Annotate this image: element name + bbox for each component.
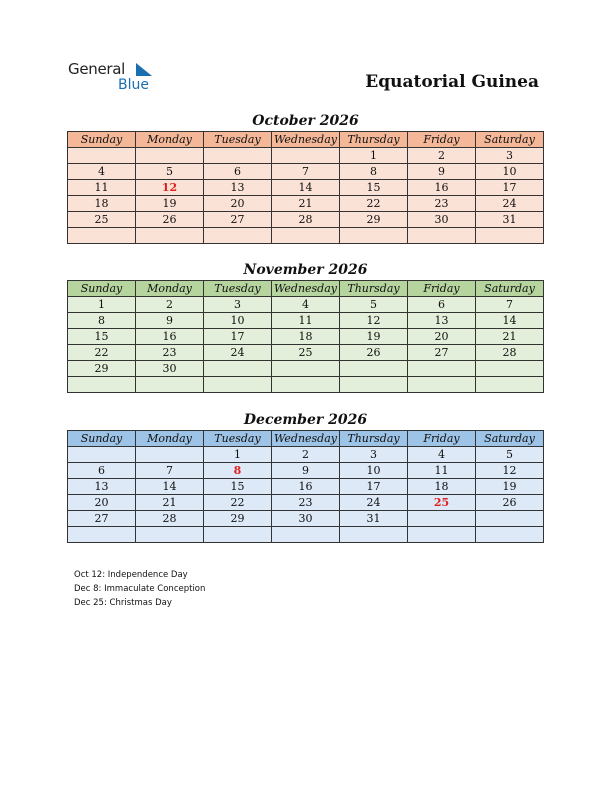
day-cell: 23 (408, 196, 476, 212)
logo-text-blue: Blue (118, 77, 149, 93)
day-cell: 5 (340, 297, 408, 313)
weekday-header: Thursday (340, 281, 408, 297)
weekday-header: Friday (408, 132, 476, 148)
weekday-header: Wednesday (272, 132, 340, 148)
day-cell: 6 (68, 463, 136, 479)
day-cell (408, 527, 476, 543)
day-cell: 16 (136, 329, 204, 345)
day-cell (204, 228, 272, 244)
week-row (68, 212, 544, 228)
weekday-header: Tuesday (204, 281, 272, 297)
day-cell: 20 (408, 329, 476, 345)
day-cell: 6 (408, 297, 476, 313)
day-cell: 2 (272, 447, 340, 463)
day-cell: 15 (204, 479, 272, 495)
day-cell: 17 (476, 180, 544, 196)
day-cell (476, 511, 544, 527)
calendar-table (67, 280, 544, 393)
weekday-header: Wednesday (272, 281, 340, 297)
day-cell: 21 (136, 495, 204, 511)
day-cell: 28 (136, 511, 204, 527)
day-cell: 4 (408, 447, 476, 463)
day-cell: 21 (476, 329, 544, 345)
day-cell: 22 (204, 495, 272, 511)
day-cell (68, 148, 136, 164)
day-cell (204, 361, 272, 377)
weekday-header: Tuesday (204, 132, 272, 148)
day-cell (136, 527, 204, 543)
week-row (68, 495, 544, 511)
day-cell: 20 (204, 196, 272, 212)
day-cell: 22 (68, 345, 136, 361)
month-title: December 2026 (243, 412, 368, 428)
day-cell: 17 (340, 479, 408, 495)
day-cell (272, 361, 340, 377)
day-cell: 18 (408, 479, 476, 495)
day-cell (340, 527, 408, 543)
day-cell: 15 (340, 180, 408, 196)
holiday-note: Dec 8: Immaculate Conception (74, 584, 206, 594)
week-row (68, 463, 544, 479)
day-cell: 12 (340, 313, 408, 329)
weekday-header: Saturday (476, 431, 544, 447)
day-cell: 23 (136, 345, 204, 361)
day-cell: 10 (340, 463, 408, 479)
day-cell: 6 (204, 164, 272, 180)
day-cell: 24 (340, 495, 408, 511)
day-cell: 27 (204, 212, 272, 228)
day-cell (340, 361, 408, 377)
day-cell: 8 (68, 313, 136, 329)
day-cell: 31 (340, 511, 408, 527)
weekday-header: Monday (136, 132, 204, 148)
day-cell (476, 527, 544, 543)
week-row (68, 479, 544, 495)
day-cell: 22 (340, 196, 408, 212)
week-row (68, 313, 544, 329)
day-cell: 16 (408, 180, 476, 196)
week-row (68, 196, 544, 212)
day-cell: 25 (272, 345, 340, 361)
weekday-header: Sunday (68, 431, 136, 447)
weekday-header: Friday (408, 281, 476, 297)
month-title: November 2026 (243, 262, 368, 278)
day-cell (68, 447, 136, 463)
day-cell: 8 (340, 164, 408, 180)
weekday-header-row (68, 132, 544, 148)
day-cell: 4 (272, 297, 340, 313)
day-cell: 24 (476, 196, 544, 212)
day-cell: 2 (136, 297, 204, 313)
day-cell: 9 (408, 164, 476, 180)
day-cell: 21 (272, 196, 340, 212)
weekday-header: Wednesday (272, 431, 340, 447)
day-cell: 14 (272, 180, 340, 196)
day-cell: 11 (408, 463, 476, 479)
day-cell: 29 (68, 361, 136, 377)
day-cell: 14 (136, 479, 204, 495)
day-cell: 16 (272, 479, 340, 495)
day-cell: 11 (272, 313, 340, 329)
day-cell: 12 (476, 463, 544, 479)
day-cell: 18 (272, 329, 340, 345)
weekday-header: Monday (136, 281, 204, 297)
day-cell (408, 511, 476, 527)
day-cell: 10 (204, 313, 272, 329)
day-cell (272, 148, 340, 164)
week-row (68, 377, 544, 393)
day-cell: 1 (204, 447, 272, 463)
day-cell: 19 (136, 196, 204, 212)
day-cell: 25 (408, 495, 476, 511)
day-cell (136, 228, 204, 244)
day-cell (68, 228, 136, 244)
weekday-header: Friday (408, 431, 476, 447)
day-cell (68, 527, 136, 543)
day-cell: 3 (340, 447, 408, 463)
day-cell: 5 (476, 447, 544, 463)
week-row (68, 511, 544, 527)
day-cell (136, 447, 204, 463)
day-cell: 30 (408, 212, 476, 228)
day-cell: 9 (272, 463, 340, 479)
month-october (67, 111, 544, 244)
week-row (68, 329, 544, 345)
calendar-table (67, 430, 544, 543)
week-row (68, 447, 544, 463)
day-cell: 3 (204, 297, 272, 313)
month-title: October 2026 (252, 113, 359, 129)
week-row (68, 361, 544, 377)
day-cell: 11 (68, 180, 136, 196)
week-row (68, 180, 544, 196)
day-cell: 20 (68, 495, 136, 511)
day-cell: 7 (272, 164, 340, 180)
calendar-table (67, 131, 544, 244)
day-cell: 15 (68, 329, 136, 345)
week-row (68, 148, 544, 164)
day-cell: 31 (476, 212, 544, 228)
weekday-header: Thursday (340, 132, 408, 148)
weekday-header: Thursday (340, 431, 408, 447)
month-december (67, 410, 544, 543)
day-cell: 30 (272, 511, 340, 527)
day-cell: 14 (476, 313, 544, 329)
day-cell (408, 228, 476, 244)
day-cell (68, 377, 136, 393)
weekday-header: Saturday (476, 132, 544, 148)
day-cell: 18 (68, 196, 136, 212)
day-cell (476, 228, 544, 244)
day-cell: 28 (272, 212, 340, 228)
day-cell: 13 (68, 479, 136, 495)
day-cell (340, 377, 408, 393)
day-cell: 28 (476, 345, 544, 361)
week-row (68, 297, 544, 313)
day-cell: 24 (204, 345, 272, 361)
day-cell (272, 228, 340, 244)
generalblue-logo (68, 60, 168, 96)
day-cell: 26 (340, 345, 408, 361)
day-cell: 29 (340, 212, 408, 228)
day-cell (408, 361, 476, 377)
day-cell: 26 (476, 495, 544, 511)
week-row (68, 527, 544, 543)
day-cell (476, 361, 544, 377)
weekday-header: Saturday (476, 281, 544, 297)
day-cell: 19 (340, 329, 408, 345)
day-cell (136, 377, 204, 393)
day-cell (204, 148, 272, 164)
day-cell: 3 (476, 148, 544, 164)
logo-triangle-icon (134, 63, 154, 77)
day-cell (272, 377, 340, 393)
weekday-header-row (68, 431, 544, 447)
day-cell: 2 (408, 148, 476, 164)
day-cell (272, 527, 340, 543)
holiday-note: Oct 12: Independence Day (74, 570, 188, 580)
day-cell (204, 377, 272, 393)
weekday-header: Sunday (68, 132, 136, 148)
day-cell: 29 (204, 511, 272, 527)
day-cell: 27 (408, 345, 476, 361)
day-cell: 17 (204, 329, 272, 345)
week-row (68, 228, 544, 244)
day-cell (340, 228, 408, 244)
day-cell: 12 (136, 180, 204, 196)
day-cell: 30 (136, 361, 204, 377)
day-cell (476, 377, 544, 393)
week-row (68, 164, 544, 180)
day-cell: 23 (272, 495, 340, 511)
day-cell (136, 148, 204, 164)
day-cell: 27 (68, 511, 136, 527)
day-cell: 7 (136, 463, 204, 479)
day-cell: 13 (408, 313, 476, 329)
day-cell: 8 (204, 463, 272, 479)
day-cell: 7 (476, 297, 544, 313)
day-cell: 26 (136, 212, 204, 228)
holiday-notes (74, 568, 205, 610)
day-cell: 10 (476, 164, 544, 180)
day-cell: 13 (204, 180, 272, 196)
weekday-header: Sunday (68, 281, 136, 297)
day-cell: 9 (136, 313, 204, 329)
day-cell: 25 (68, 212, 136, 228)
country-title: Equatorial Guinea (365, 72, 539, 92)
weekday-header: Monday (136, 431, 204, 447)
month-november (67, 260, 544, 393)
day-cell: 4 (68, 164, 136, 180)
weekday-header: Tuesday (204, 431, 272, 447)
day-cell (408, 377, 476, 393)
week-row (68, 345, 544, 361)
day-cell (204, 527, 272, 543)
day-cell: 1 (340, 148, 408, 164)
logo-text-general: General (68, 60, 126, 78)
day-cell: 1 (68, 297, 136, 313)
day-cell: 19 (476, 479, 544, 495)
weekday-header-row (68, 281, 544, 297)
holiday-note: Dec 25: Christmas Day (74, 598, 172, 608)
day-cell: 5 (136, 164, 204, 180)
